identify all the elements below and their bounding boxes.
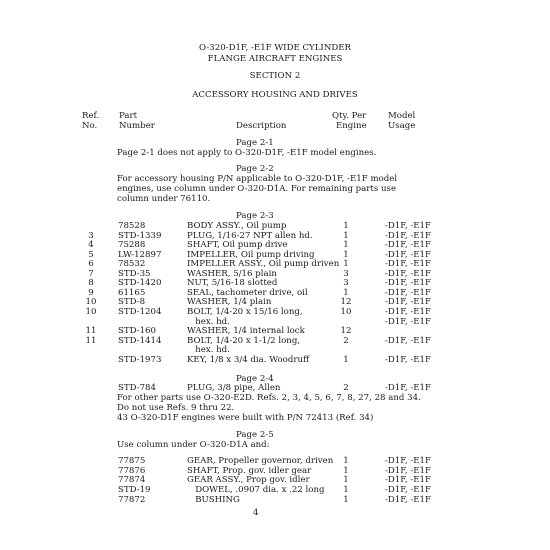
page-2-4-heading: Page 2-4 <box>236 374 274 384</box>
part-description: DOWEL, .0907 dia. x .22 long <box>187 485 325 496</box>
column-part-label-2: Number <box>119 121 155 131</box>
page-2-4-note-line: 43 O-320-D1F engines were built with P/N 72413 (Ref. 34) <box>117 413 374 423</box>
ref-number: 6 <box>88 259 94 270</box>
quantity-per-engine: 2 <box>343 335 349 346</box>
part-number: 77874 <box>118 475 146 486</box>
part-description: SEAL, tachometer drive, oil <box>187 287 308 298</box>
quantity-per-engine: 1 <box>343 230 349 241</box>
document-title-line-1: O-320-D1F, -E1F WIDE CYLINDER <box>199 43 351 53</box>
document-title-line-2: FLANGE AIRCRAFT ENGINES <box>207 54 343 64</box>
part-description: NUT, 5/16-18 slotted <box>187 278 278 289</box>
part-number: STD-784 <box>118 383 156 393</box>
quantity-per-engine: 12 <box>340 297 352 308</box>
parts-row <box>0 289 550 299</box>
page-2-2-note-line: For accessory housing P/N applicable to O-320-D1F, -E1F model <box>117 174 398 184</box>
quantity-per-engine: 1 <box>343 249 349 260</box>
part-description: IMPELLER, Oil pump driving <box>187 249 315 260</box>
part-description: PLUG, 3/8 pipe, Allen <box>187 383 281 393</box>
model-usage: -D1F, -E1F <box>385 268 431 279</box>
part-number: STD-19 <box>118 485 151 496</box>
part-description: hex. hd. <box>187 345 230 356</box>
model-usage: -D1F, -E1F <box>385 240 431 251</box>
quantity-per-engine: 1 <box>343 485 349 496</box>
column-ref-label-2: No. <box>82 121 98 131</box>
model-usage: -D1F, -E1F <box>385 230 431 241</box>
page-2-5-heading: Page 2-5 <box>236 430 274 440</box>
column-qty-label: Qty. Per <box>332 111 367 121</box>
part-description: BUSHING <box>187 494 240 505</box>
part-number: 77875 <box>118 456 146 466</box>
page-2-2-note-line: engines, use column under O-320-D1A. For remaining parts use <box>117 184 397 194</box>
page-2-4-note-line: Do not use Refs. 9 thru 22. <box>117 403 235 413</box>
page-2-5-intro: Use column under O-320-D1A and: <box>117 440 270 450</box>
model-usage: -D1F, -E1F <box>385 354 431 365</box>
column-part-label: Part <box>119 111 138 121</box>
part-number: 77872 <box>118 494 146 505</box>
quantity-per-engine: 10 <box>340 306 352 317</box>
column-ref-label: Ref. <box>82 111 100 121</box>
part-description: GEAR, Propeller governor, driven <box>187 456 334 466</box>
section-heading: SECTION 2 <box>249 71 301 81</box>
quantity-per-engine: 1 <box>343 494 349 505</box>
model-usage: -D1F, -E1F <box>385 316 431 327</box>
ref-number: 9 <box>88 287 94 298</box>
part-description: SHAFT, Oil pump drive <box>187 240 288 251</box>
part-number: STD-1973 <box>118 354 162 365</box>
column-description-label: Description <box>236 121 287 131</box>
quantity-per-engine: 3 <box>343 278 349 289</box>
part-description: BODY ASSY., Oil pump <box>187 221 287 231</box>
part-number: 61165 <box>118 287 146 298</box>
part-description: PLUG, 1/16-27 NPT allen hd. <box>187 230 313 241</box>
model-usage: -D1F, -E1F <box>385 278 431 289</box>
model-usage: -D1F, -E1F <box>385 475 431 486</box>
part-number: 78528 <box>118 221 146 231</box>
ref-number: 11 <box>85 326 97 337</box>
parts-row <box>0 356 550 366</box>
part-description: WASHER, 5/16 plain <box>187 268 277 279</box>
ref-number: 11 <box>85 335 97 346</box>
page-2-2-note-line: column under 76110. <box>117 194 211 204</box>
quantity-per-engine: 12 <box>340 326 352 337</box>
part-description: IMPELLER ASSY., Oil pump driven <box>187 259 340 270</box>
model-usage: -D1F, -E1F <box>385 306 431 317</box>
parts-row <box>0 486 550 496</box>
part-number: 77876 <box>118 465 146 476</box>
part-description: BOLT, 1/4-20 x 1-1/2 long, <box>187 335 301 346</box>
quantity-per-engine: 1 <box>343 475 349 486</box>
model-usage: -D1F, -E1F <box>385 249 431 260</box>
part-number: STD-1204 <box>118 306 162 317</box>
part-number: STD-160 <box>118 326 156 337</box>
quantity-per-engine: 3 <box>343 268 349 279</box>
part-number: 75288 <box>118 240 146 251</box>
quantity-per-engine: 2 <box>343 383 349 393</box>
model-usage: -D1F, -E1F <box>385 221 431 231</box>
column-model-label: Model <box>388 111 416 121</box>
quantity-per-engine: 1 <box>343 456 349 466</box>
part-number: STD-1414 <box>118 335 162 346</box>
model-usage: -D1F, -E1F <box>385 383 431 393</box>
part-number: STD-35 <box>118 268 151 279</box>
parts-row <box>0 337 550 347</box>
ref-number: 5 <box>88 249 94 260</box>
part-description: KEY, 1/8 x 3/4 dia. Woodruff <box>187 354 310 365</box>
page-2-4-note-line: For other parts use O-320-E2D. Refs. 2, 3, 4, 5, 6, 7, 8, 27, 28 and 34. <box>117 393 421 403</box>
part-description: SHAFT, Prop. gov. idler gear <box>187 465 312 476</box>
model-usage: -D1F, -E1F <box>385 494 431 505</box>
part-description: GEAR ASSY., Prop gov. idler <box>187 475 310 486</box>
quantity-per-engine: 1 <box>343 221 349 231</box>
model-usage: -D1F, -E1F <box>385 456 431 466</box>
ref-number: 4 <box>88 240 94 251</box>
model-usage: -D1F, -E1F <box>385 287 431 298</box>
column-model-label-2: Usage <box>388 121 416 131</box>
part-number: 78532 <box>118 259 146 270</box>
part-number: STD-1420 <box>118 278 162 289</box>
page-2-2-heading: Page 2-2 <box>236 164 274 174</box>
column-qty-label-2: Engine <box>336 121 367 131</box>
quantity-per-engine: 1 <box>343 465 349 476</box>
page-2-1-heading: Page 2-1 <box>236 138 274 148</box>
page-number: 4 <box>253 508 259 518</box>
part-description: BOLT, 1/4-20 x 15/16 long, <box>187 306 303 317</box>
part-description: WASHER, 1/4 internal lock <box>187 326 305 337</box>
part-number: STD-1339 <box>118 230 162 241</box>
quantity-per-engine: 1 <box>343 287 349 298</box>
page-2-1-note: Page 2-1 does not apply to O-320-D1F, -E1F model engines. <box>117 148 377 158</box>
part-number: STD-8 <box>118 297 146 308</box>
model-usage: -D1F, -E1F <box>385 465 431 476</box>
parts-row <box>0 308 550 318</box>
model-usage: -D1F, -E1F <box>385 297 431 308</box>
quantity-per-engine: 1 <box>343 354 349 365</box>
model-usage: -D1F, -E1F <box>385 259 431 270</box>
ref-number: 10 <box>85 297 97 308</box>
ref-number: 10 <box>85 306 97 317</box>
quantity-per-engine: 1 <box>343 259 349 270</box>
model-usage: -D1F, -E1F <box>385 485 431 496</box>
quantity-per-engine: 1 <box>343 240 349 251</box>
section-subtitle: ACCESSORY HOUSING AND DRIVES <box>192 90 358 100</box>
part-description: hex. hd. <box>187 316 230 327</box>
parts-row <box>0 496 550 506</box>
ref-number: 3 <box>88 230 94 241</box>
part-description: WASHER, 1/4 plain <box>187 297 272 308</box>
model-usage: -D1F, -E1F <box>385 335 431 346</box>
part-number: LW-12897 <box>118 249 162 260</box>
ref-number: 8 <box>88 278 94 289</box>
ref-number: 7 <box>88 268 94 279</box>
page-2-3-heading: Page 2-3 <box>236 211 274 221</box>
